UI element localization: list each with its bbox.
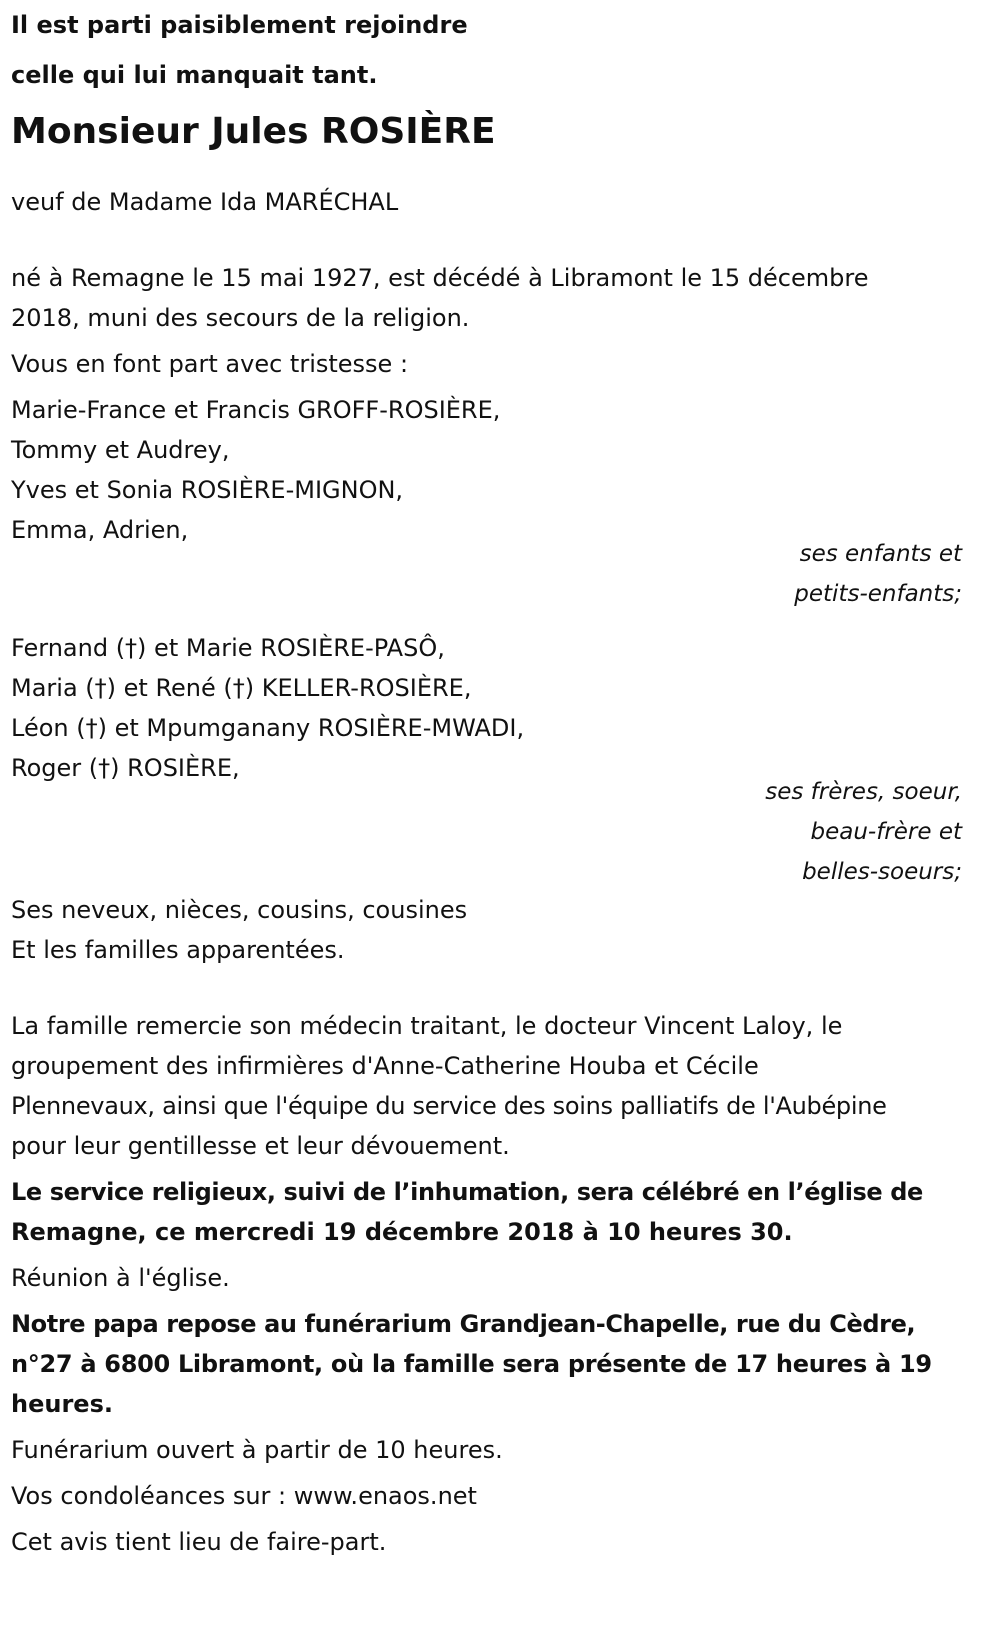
condolences-text: Vos condoléances sur : www.enaos.net (11, 1482, 477, 1510)
list-item: Maria (†) et René (†) KELLER-ROSIÈRE, (11, 674, 472, 702)
thanks-line: pour leur gentillesse et leur dévouement. (11, 1132, 510, 1160)
closing-paragraph (11, 1522, 962, 1562)
meeting-paragraph (11, 1258, 962, 1298)
funeral-home-line: n°27 à 6800 Libramont, où la famille sera présente de 17 heures à 19 (11, 1350, 932, 1378)
intro-text (11, 0, 962, 100)
relation-line: belles-soeurs; (802, 859, 962, 885)
list-item: Tommy et Audrey, (11, 436, 230, 464)
service-line: Le service religieux, suivi de l’inhumation, sera célébré en l’église de (11, 1178, 923, 1206)
siblings-list (11, 628, 962, 788)
thanks-line: Plennevaux, ainsi que l'équipe du service des soins palliatifs de l'Aubépine (11, 1092, 887, 1120)
widow-text: veuf de Madame Ida MARÉCHAL (11, 188, 399, 216)
condolences-paragraph (11, 1476, 962, 1516)
birth-line-2: 2018, muni des secours de la religion. (11, 304, 470, 332)
list-item: Fernand (†) et Marie ROSIÈRE-PASÔ, (11, 634, 445, 662)
service-paragraph (11, 1172, 962, 1252)
children-list (11, 390, 962, 550)
announcement-text: Vous en font part avec tristesse : (11, 350, 409, 378)
others-line-2: Et les familles apparentées. (11, 936, 345, 964)
deceased-name: Monsieur Jules ROSIÈRE (11, 111, 496, 152)
thanks-line: La famille remercie son médecin traitant, le docteur Vincent Laloy, le (11, 1012, 843, 1040)
opening-paragraph (11, 1430, 962, 1470)
relation-line: petits-enfants; (794, 581, 962, 607)
thanks-paragraph (11, 1006, 962, 1166)
others-line-1: Ses neveux, nièces, cousins, cousines (11, 896, 468, 924)
widow-line (11, 182, 962, 222)
list-item: Marie-France et Francis GROFF-ROSIÈRE, (11, 396, 501, 424)
opening-text: Funérarium ouvert à partir de 10 heures. (11, 1436, 503, 1464)
intro-line-2: celle qui lui manquait tant. (11, 61, 378, 89)
meeting-text: Réunion à l'église. (11, 1264, 230, 1292)
funeral-home-line: heures. (11, 1390, 113, 1418)
list-item: Roger (†) ROSIÈRE, (11, 754, 240, 782)
birth-death-paragraph (11, 258, 962, 338)
intro-line-1: Il est parti paisiblement rejoindre (11, 11, 468, 39)
funeral-home-line: Notre papa repose au funérarium Grandjean-Chapelle, rue du Cèdre, (11, 1310, 916, 1338)
others-paragraph (11, 890, 962, 970)
list-item: Léon (†) et Mpumganany ROSIÈRE-MWADI, (11, 714, 525, 742)
list-item: Yves et Sonia ROSIÈRE-MIGNON, (11, 476, 404, 504)
relation-line: ses enfants et (799, 541, 962, 567)
announcement (11, 344, 962, 384)
relation-line: ses frères, soeur, (765, 779, 962, 805)
relation-line: beau-frère et (810, 819, 962, 845)
service-line: Remagne, ce mercredi 19 décembre 2018 à 10 heures 30. (11, 1218, 793, 1246)
funeral-home-paragraph (11, 1304, 962, 1424)
thanks-line: groupement des infirmières d'Anne-Catherine Houba et Cécile (11, 1052, 759, 1080)
closing-text: Cet avis tient lieu de faire-part. (11, 1528, 387, 1556)
list-item: Emma, Adrien, (11, 516, 189, 544)
birth-line-1: né à Remagne le 15 mai 1927, est décédé à Libramont le 15 décembre (11, 264, 869, 292)
siblings-relation (11, 772, 962, 892)
